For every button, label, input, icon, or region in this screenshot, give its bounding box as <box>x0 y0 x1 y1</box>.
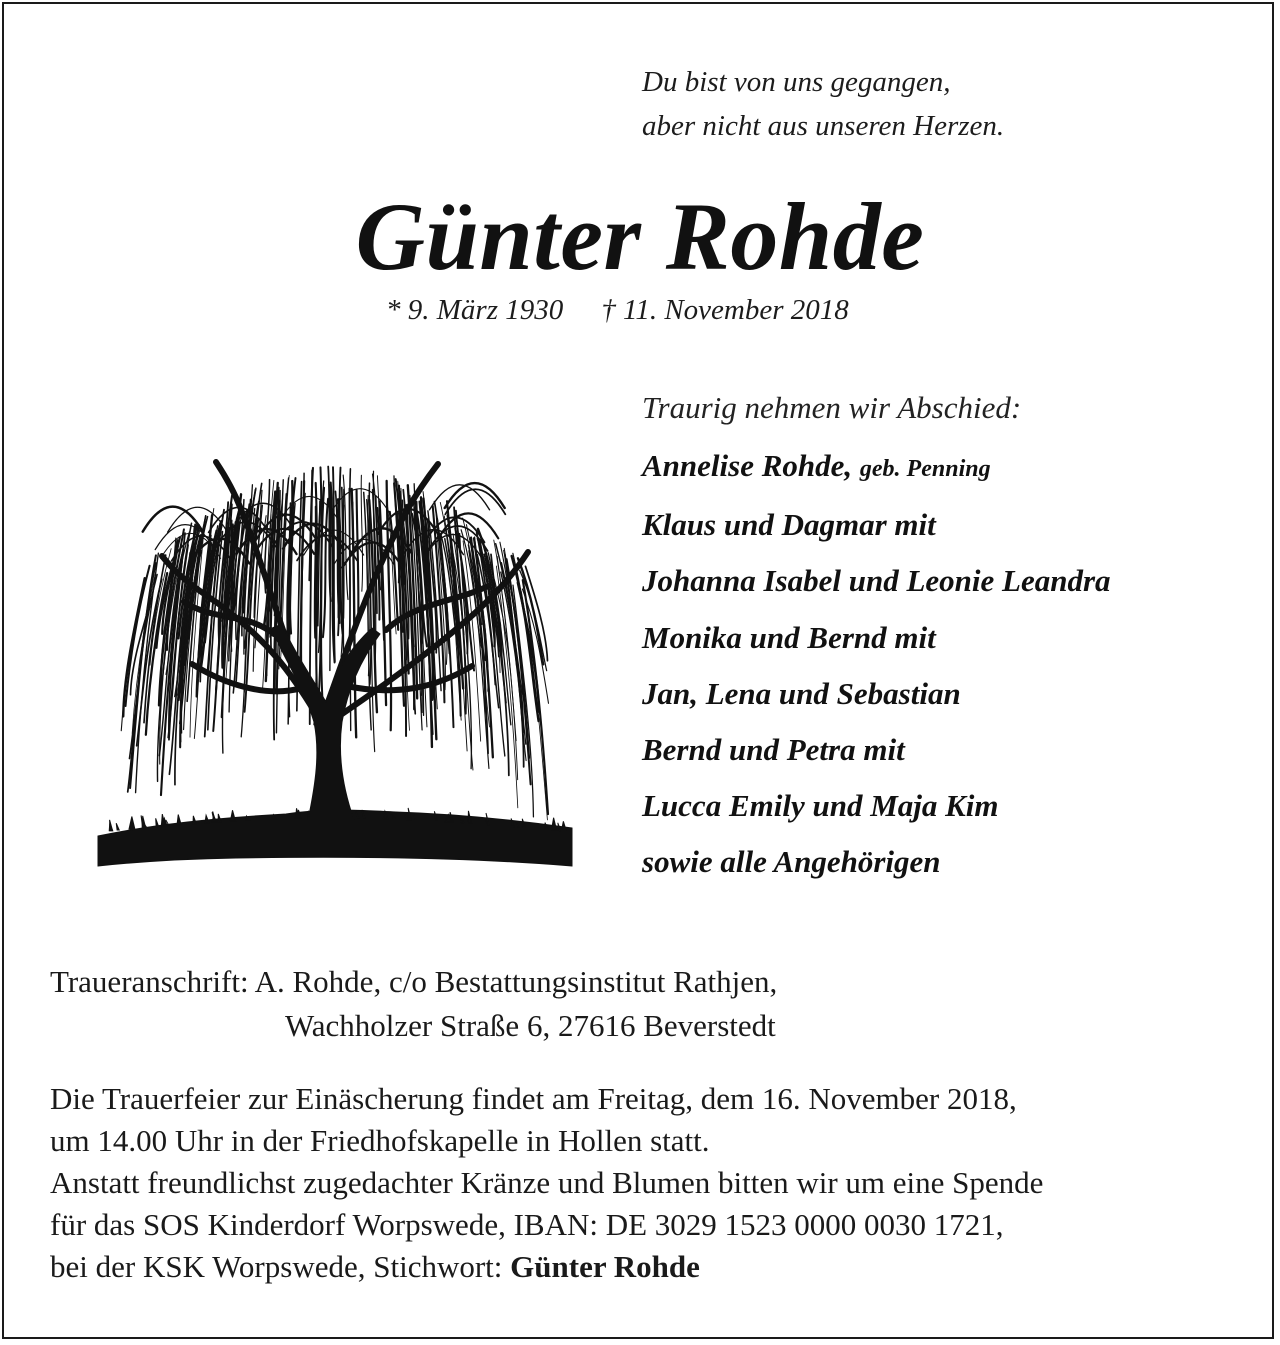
keyword: Günter Rohde <box>510 1249 700 1284</box>
motto-line-2: aber nicht aus unseren Herzen. <box>642 110 1005 142</box>
life-dates <box>386 290 849 330</box>
address-line-2: Wachholzer Straße 6, 27616 Beverstedt <box>285 1008 776 1043</box>
mourner-line: Annelise Rohde, geb. Penning <box>642 448 991 483</box>
service-line-3: Anstatt freundlichst zugedachter Kränze und Blumen bitten wir um eine Spende <box>50 1165 1044 1200</box>
mourner-line: Bernd und Petra mit <box>642 732 905 768</box>
mourners-intro: Traurig nehmen wir Abschied: <box>642 390 1022 425</box>
mourners-list <box>642 384 1111 891</box>
service-notice <box>50 1078 1240 1288</box>
birth-date: * 9. März 1930 <box>386 294 564 326</box>
deceased-name: Günter Rohde <box>355 183 925 290</box>
service-line-5: bei der KSK Worpswede, Stichwort: Günter Rohde <box>50 1249 700 1284</box>
mourner-line: Monika und Bernd mit <box>642 619 936 655</box>
motto-quote <box>642 60 1004 148</box>
service-line-1: Die Trauerfeier zur Einäscherung findet am Freitag, dem 16. November 2018, <box>50 1081 1017 1116</box>
service-line-2: um 14.00 Uhr in der Friedhofskapelle in Hollen statt. <box>50 1123 710 1158</box>
motto-line-1: Du bist von uns gegangen, <box>642 66 951 98</box>
weeping-willow-tree-icon <box>96 452 574 872</box>
mourner-line: Klaus und Dagmar mit <box>642 507 936 543</box>
mourner-line: Jan, Lena und Sebastian <box>642 675 961 711</box>
mourner-line: sowie alle Angehörigen <box>642 844 941 880</box>
address-line-1: Traueranschrift: A. Rohde, c/o Bestattungsinstitut Rathjen, <box>50 964 778 999</box>
death-date: † 11. November 2018 <box>601 294 849 326</box>
mourner-line: Lucca Emily und Maja Kim <box>642 788 999 824</box>
obituary-frame <box>2 2 1274 1339</box>
service-line-4: für das SOS Kinderdorf Worpswede, IBAN: DE 3029 1523 0000 0030 1721, <box>50 1207 1004 1242</box>
mourner-line: Johanna Isabel und Leonie Leandra <box>642 563 1111 599</box>
maiden-name-note: geb. Penning <box>859 456 991 482</box>
mourning-address <box>50 960 777 1048</box>
